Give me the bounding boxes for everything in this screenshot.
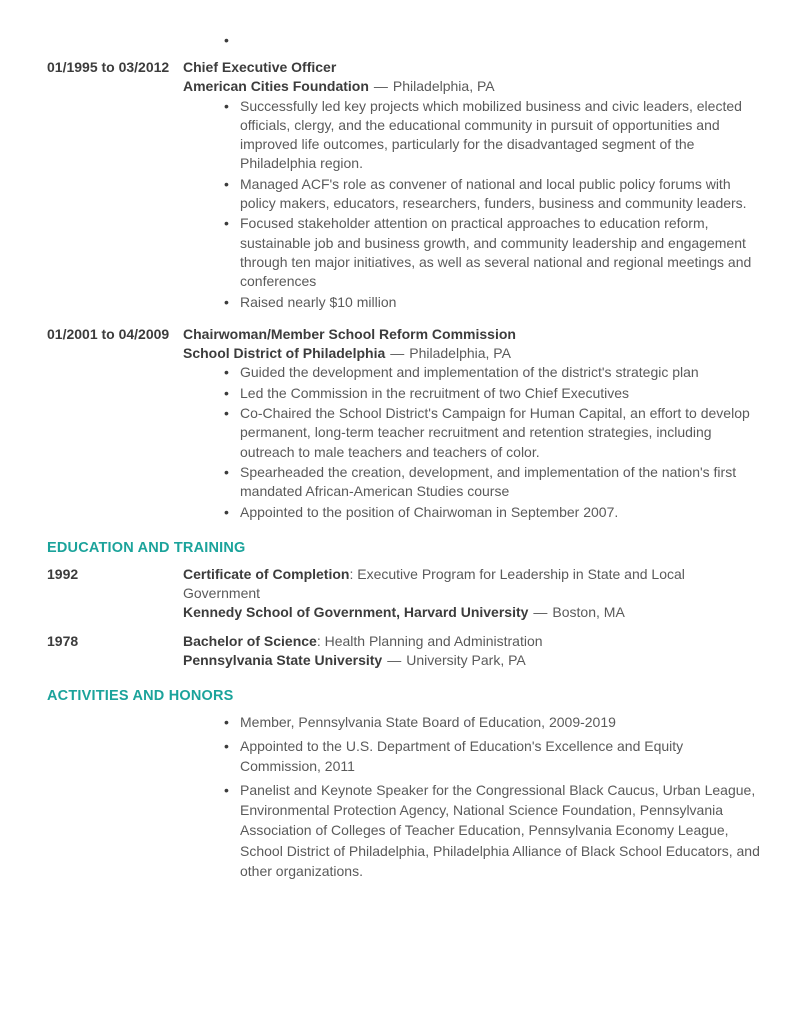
school-location: University Park, PA [406, 652, 526, 669]
education-entry [47, 565, 763, 623]
entry-dates: 01/2001 to 04/2009 [47, 325, 170, 342]
em-dash: — [533, 604, 548, 621]
em-dash: — [373, 78, 388, 95]
job-bullet: • Raised nearly $10 million [224, 293, 763, 312]
job-bullet: • Managed ACF's role as convener of national and local public policy forums with policy makers, educators, researchers, funders, business and community leaders. [224, 175, 763, 214]
activity-bullet: • Member, Pennsylvania State Board of Education, 2009-2019 [224, 712, 763, 732]
section-header-activities: ACTIVITIES AND HONORS [47, 688, 234, 705]
degree-line [183, 565, 763, 604]
company-location: Philadelphia, PA [392, 78, 495, 95]
job-bullet: • Co-Chaired the School District's Campaign for Human Capital, an effort to develop permanent, long-term teacher recruitment and retention strategies, including outreach to male teachers and teachers of color. [224, 404, 763, 462]
activity-bullet: • Appointed to the U.S. Department of Education's Excellence and Equity Commission, 2011 [224, 736, 763, 777]
school-name: Kennedy School of Government, Harvard University [183, 604, 529, 621]
job-title: Chief Executive Officer [183, 59, 337, 75]
job-bullet-list [224, 363, 763, 521]
education-entry [47, 632, 763, 671]
degree-detail: : Health Planning and Administration [316, 632, 543, 649]
job-bullet: • Focused stakeholder attention on practical approaches to education reform, sustainable job and business growth, and community leadership and engagement through ten major initiatives, as well as several national and regional meetings and conferences [224, 214, 763, 291]
section-header-education: EDUCATION AND TRAINING [47, 539, 246, 556]
company-name: American Cities Foundation [183, 78, 369, 95]
school-location: Boston, MA [552, 604, 625, 621]
job-bullet: • Led the Commission in the recruitment of two Chief Executives [224, 384, 763, 403]
empty-bullet-marker [224, 31, 763, 50]
degree-name: Bachelor of Science [183, 632, 317, 649]
activity-bullet: • Panelist and Keynote Speaker for the Congressional Black Caucus, Urban League, Environmental Protection Agency, National Science Foundation, Pennsylvania Association of Colleges of Teacher Education, Pennsylvania Economy League, School District of Philadelphia, Philadelphia Alliance of Black School Educators, and other organizations. [224, 780, 763, 882]
job-bullet: • Successfully led key projects which mobilized business and civic leaders, elected officials, clergy, and the educational community in pursuit of opportunities and improved life outcomes, particularly for the disadvantaged segment of the Philadelphia region. [224, 97, 763, 174]
entry-content [183, 58, 763, 313]
job-bullet: • Spearheaded the creation, development, and implementation of the nation's first mandated African-American Studies course [224, 463, 763, 502]
school-line [183, 651, 763, 670]
job-bullet: • Appointed to the position of Chairwoman in September 2007. [224, 503, 763, 522]
company-line [183, 77, 763, 96]
job-bullet: • Guided the development and implementation of the district's strategic plan [224, 363, 763, 382]
experience-entry [47, 325, 763, 523]
entry-year: 1992 [47, 565, 79, 582]
job-title: Chairwoman/Member School Reform Commission [183, 325, 516, 342]
entry-content [183, 565, 763, 623]
entry-content [183, 325, 763, 523]
degree-line [183, 632, 763, 651]
company-location: Philadelphia, PA [409, 345, 511, 362]
em-dash: — [390, 345, 405, 362]
degree-detail: : Executive Program for Leadership in State and Local Government [183, 565, 685, 602]
degree-name: Certificate of Completion [183, 565, 350, 582]
school-line [183, 603, 763, 622]
activities-bullet-list [224, 712, 763, 881]
company-line [183, 344, 763, 363]
experience-entry [47, 58, 763, 313]
school-name: Pennsylvania State University [183, 652, 383, 669]
entry-year: 1978 [47, 632, 79, 649]
entry-dates: 01/1995 to 03/2012 [47, 59, 170, 75]
entry-content [183, 632, 763, 671]
job-bullet-list [224, 97, 763, 312]
company-name: School District of Philadelphia [183, 345, 386, 362]
em-dash: — [387, 652, 402, 669]
